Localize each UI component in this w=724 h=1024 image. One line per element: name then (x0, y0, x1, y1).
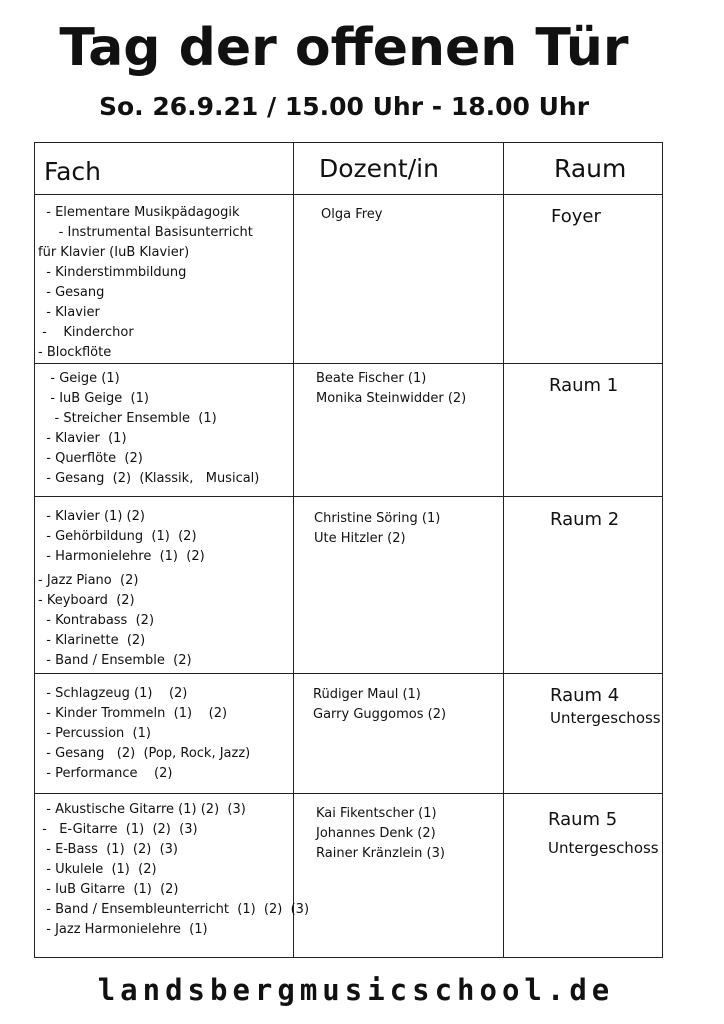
header-divider (34, 194, 663, 195)
teacher-name: Rüdiger Maul (1) (313, 687, 421, 702)
fach-cell (38, 507, 205, 671)
list-item: - Akustische Gitarre (1) (2) (3) (38, 802, 246, 817)
teacher-name: Christine Söring (1) (314, 511, 441, 526)
room-name: Raum 4 (550, 685, 620, 706)
list-item: für Klavier (IuB Klavier) (38, 245, 190, 260)
teacher-name: Johannes Denk (2) (316, 826, 436, 841)
row-divider (34, 673, 663, 674)
dozent-cell (313, 685, 446, 725)
fach-cell (38, 203, 253, 363)
list-item: - Kinderstimmbildung (38, 265, 187, 280)
row-divider (34, 793, 663, 794)
list-item: - Instrumental Basisunterricht (38, 225, 253, 240)
list-item: - Klavier (1) (38, 431, 127, 446)
teacher-name: Olga Frey (321, 207, 383, 222)
list-item: - Harmonielehre (1) (2) (38, 549, 205, 564)
teacher-name: Rainer Kränzlein (3) (316, 846, 445, 861)
list-item: - Elementare Musikpädagogik (38, 205, 240, 220)
teacher-name: Garry Guggomos (2) (313, 707, 447, 722)
fach-cell (38, 684, 250, 784)
list-item: - Klarinette (2) (38, 633, 146, 648)
list-item: - Performance (2) (38, 766, 173, 781)
website-url: landsbergmusicschool.de (97, 973, 615, 1007)
column-divider (503, 142, 504, 957)
room-cell (549, 374, 618, 398)
room-name: Raum 1 (549, 375, 619, 396)
room-cell (548, 808, 659, 858)
list-item: - Jazz Harmonielehre (1) (38, 922, 208, 937)
header-dozent: Dozent/in (319, 154, 439, 183)
event-date-time: So. 26.9.21 / 15.00 Uhr - 18.00 Uhr (98, 92, 590, 121)
table-border-top (34, 142, 663, 143)
list-item: - Querflöte (2) (38, 451, 143, 466)
schedule-table (34, 142, 663, 957)
teacher-name: Ute Hitzler (2) (314, 531, 406, 546)
list-item: - Geige (1) (38, 371, 120, 386)
dozent-cell (314, 509, 440, 549)
dozent-cell (316, 369, 466, 409)
room-cell (551, 205, 601, 229)
header-fach: Fach (44, 157, 101, 186)
teacher-name: Kai Fikentscher (1) (316, 806, 437, 821)
row-divider (34, 496, 663, 497)
room-floor: Untergeschoss (548, 839, 659, 857)
page-title: Tag der offenen Tür (59, 18, 629, 78)
list-item: - E-Gitarre (1) (2) (3) (38, 822, 198, 837)
fach-cell (38, 369, 259, 489)
list-item: - Ukulele (1) (2) (38, 862, 157, 877)
room-cell (550, 684, 661, 728)
list-item: - Gesang (2) (Klassik, Musical) (38, 471, 260, 486)
teacher-name: Monika Steinwidder (2) (316, 391, 467, 406)
room-name: Foyer (551, 206, 601, 227)
list-item: - E-Bass (1) (2) (3) (38, 842, 178, 857)
list-item: - Kontrabass (2) (38, 613, 155, 628)
list-item: - Streicher Ensemble (1) (38, 411, 217, 426)
header-raum: Raum (554, 154, 627, 183)
list-item: - Kinderchor (38, 325, 134, 340)
room-name: Raum 2 (550, 509, 620, 530)
list-item: - Gehörbildung (1) (2) (38, 529, 197, 544)
room-name: Raum 5 (548, 809, 618, 830)
list-item: - Kinder Trommeln (1) (2) (38, 706, 228, 721)
list-item: - Klavier (38, 305, 100, 320)
fach-cell (38, 800, 309, 940)
teacher-name: Beate Fischer (1) (316, 371, 427, 386)
list-item: - Keyboard (2) (38, 593, 135, 608)
table-border-bottom (34, 957, 663, 958)
table-border-right (662, 142, 663, 957)
list-item: - Blockflöte (38, 345, 112, 360)
room-cell (550, 508, 619, 532)
list-item: - Percussion (1) (38, 726, 151, 741)
list-item: - Band / Ensembleunterricht (1) (2) (3) (38, 902, 310, 917)
list-item: - IuB Geige (1) (38, 391, 149, 406)
room-floor: Untergeschoss (550, 709, 661, 727)
dozent-cell (321, 205, 382, 225)
dozent-cell (316, 804, 445, 864)
list-item: - Schlagzeug (1) (2) (38, 686, 188, 701)
list-item: - Jazz Piano (2) (38, 573, 139, 588)
list-item: - Band / Ensemble (2) (38, 653, 192, 668)
list-item: - IuB Gitarre (1) (2) (38, 882, 179, 897)
list-item: - Gesang (38, 285, 105, 300)
list-item: - Klavier (1) (2) (38, 509, 145, 524)
list-item: - Gesang (2) (Pop, Rock, Jazz) (38, 746, 251, 761)
row-divider (34, 363, 663, 364)
table-border-left (34, 142, 35, 957)
